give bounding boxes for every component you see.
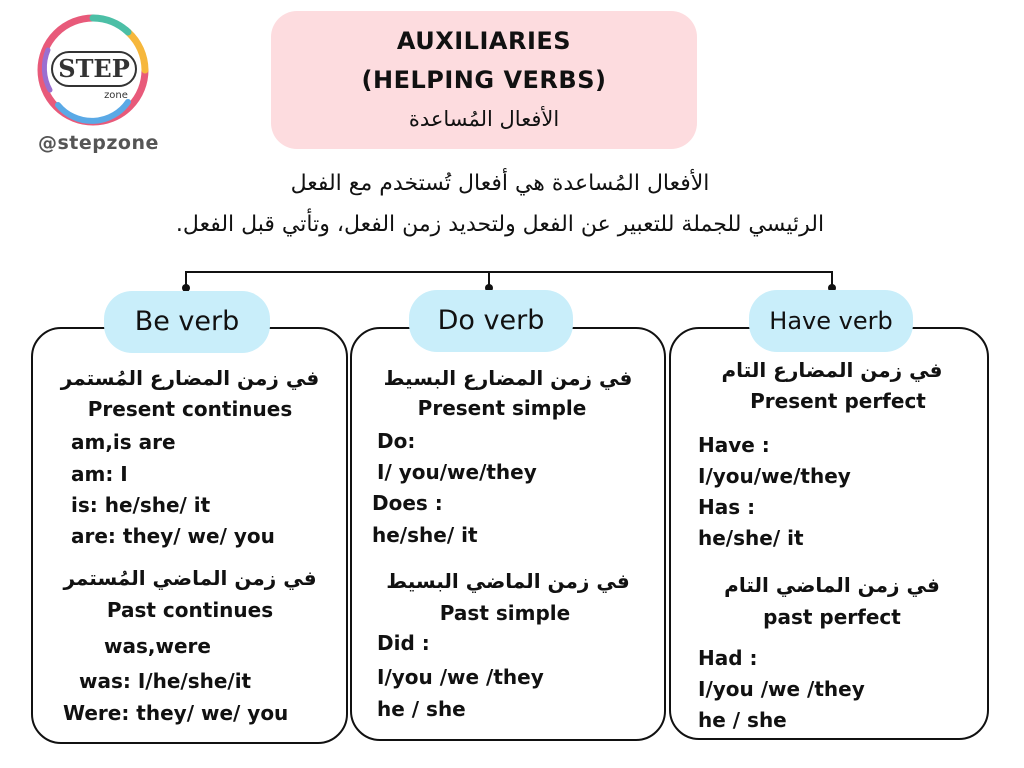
definition-line-1: الأفعال المُساعدة هي أفعال تُستخدم مع الفعل: [290, 171, 710, 196]
connector-bracket: [186, 272, 832, 290]
logo-subtext: zone: [104, 90, 128, 101]
be-past-heading-en: Past continues: [106, 598, 274, 622]
definition-line-2: الرئيسي للجملة للتعبير عن الفعل ولتحديد زمن الفعل، وتأتي قبل الفعل.: [175, 212, 825, 237]
do-past-line: Did :: [377, 631, 430, 655]
be-present-line: are: they/ we/ you: [71, 524, 275, 548]
do-verb-label: Do verb: [409, 290, 573, 352]
page-subtitle: (HELPING VERBS): [361, 66, 607, 94]
do-present-line: Do:: [377, 429, 416, 453]
do-past-line: I/you /we /they: [377, 665, 544, 689]
be-present-line: am: I: [71, 462, 128, 486]
have-past-heading-en: past perfect: [763, 605, 901, 629]
do-present-line: Does :: [372, 491, 443, 515]
have-past-line: I/you /we /they: [698, 677, 865, 701]
have-past-heading-ar: في زمن الماضي التام: [724, 573, 940, 597]
have-present-line: Have :: [698, 433, 770, 457]
be-past-line: Were: they/ we/ you: [63, 701, 289, 725]
have-present-heading-en: Present perfect: [750, 389, 926, 413]
do-present-heading-ar: في زمن المضارع البسيط: [383, 366, 633, 390]
page-title-arabic: الأفعال المُساعدة: [408, 107, 560, 131]
be-present-heading-en: Present continues: [87, 397, 293, 421]
be-past-line: was,were: [104, 634, 211, 658]
logo-handle: @stepzone: [38, 132, 159, 154]
title-card: [271, 11, 697, 149]
have-past-line: he / she: [698, 708, 787, 732]
have-present-heading-ar: في زمن المضارع التام: [721, 358, 943, 382]
be-verb-label: Be verb: [104, 291, 270, 353]
be-past-line: was: I/he/she/it: [79, 669, 252, 693]
do-past-heading-ar: في زمن الماضي البسيط: [386, 569, 630, 593]
have-verb-label: Have verb: [749, 290, 913, 352]
be-present-line: is: he/she/ it: [71, 493, 211, 517]
do-past-line: he / she: [377, 697, 466, 721]
logo-text: STEP: [58, 54, 130, 83]
be-present-line: am,is are: [71, 430, 176, 454]
do-present-line: I/ you/we/they: [377, 460, 537, 484]
be-past-heading-ar: في زمن الماضي المُستمر: [63, 566, 317, 590]
have-present-line: Has :: [698, 495, 756, 519]
have-present-line: I/you/we/they: [698, 464, 851, 488]
have-present-line: he/she/ it: [698, 526, 804, 550]
be-present-heading-ar: في زمن المضارع المُستمر: [60, 366, 320, 390]
stepzone-logo: [28, 10, 158, 128]
page-title: AUXILIARIES: [396, 27, 572, 55]
have-past-line: Had :: [698, 646, 758, 670]
do-past-heading-en: Past simple: [439, 601, 571, 625]
do-present-line: he/she/ it: [372, 523, 478, 547]
do-present-heading-en: Present simple: [417, 396, 587, 420]
